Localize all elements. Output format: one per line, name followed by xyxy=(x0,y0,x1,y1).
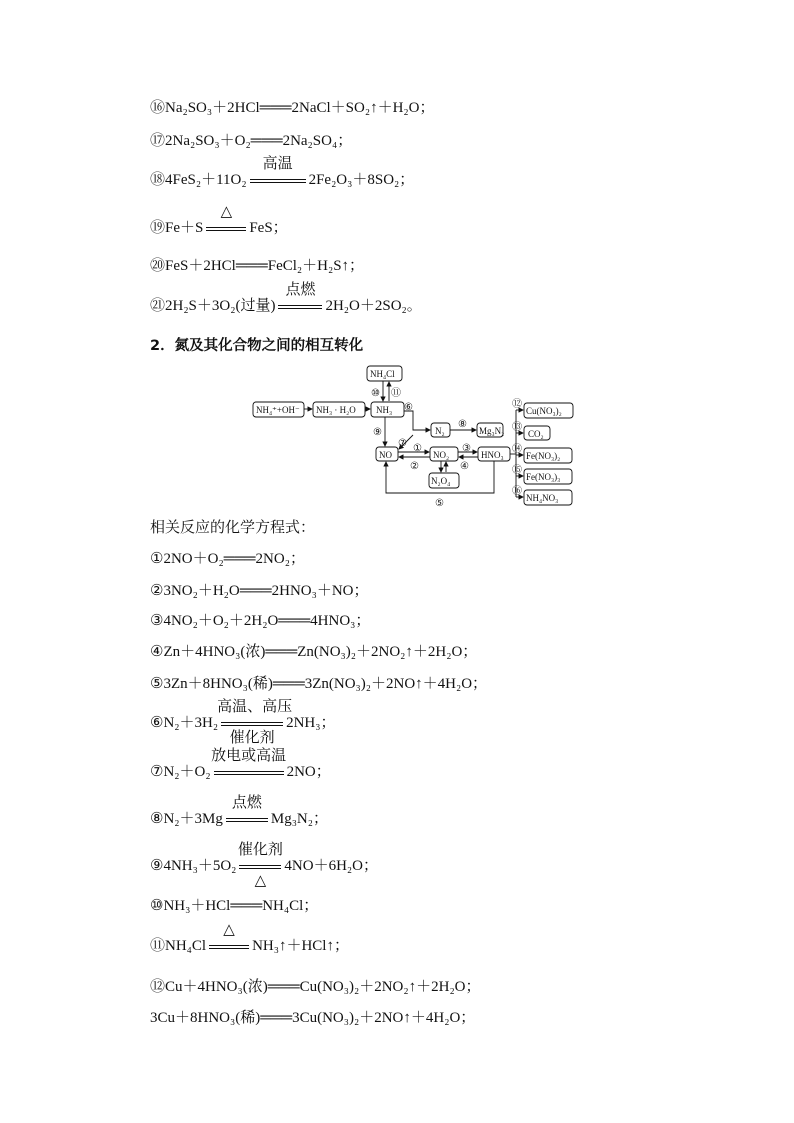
equation-21-reactants: ㉑2H₂S＋3O₂(过量) xyxy=(150,298,276,314)
equation-n10: ⑩NH₃＋HCl═══NH₄Cl； xyxy=(150,898,319,914)
condition-arrow xyxy=(206,202,246,238)
node-n2o4: N₂O₄ xyxy=(431,476,451,486)
label-16: ⑯ xyxy=(512,486,522,497)
node-nh4no3: NH₄NO₃ xyxy=(526,493,559,503)
condition-arrow xyxy=(226,793,268,829)
label-4: ④ xyxy=(460,461,469,472)
equation-n3: ③4NO₂＋O₂＋2H₂O═══4HNO₃； xyxy=(150,613,371,629)
node-nh3-h2o: NH₃ · H₂O xyxy=(316,405,356,415)
label-13: ⑬ xyxy=(512,422,522,433)
nitrogen-conversion-diagram xyxy=(250,363,590,509)
equation-19 xyxy=(150,202,288,238)
condition-top: 高温、高压 xyxy=(217,697,293,715)
equation-n5: ⑤3Zn＋8HNO₃(稀)═══3Zn(NO₃)₂＋2NO↑＋4H₂O； xyxy=(150,676,488,692)
condition-arrow xyxy=(211,746,287,782)
equation-18-products: 2Fe₂O₃＋8SO₂； xyxy=(308,172,415,188)
condition-bottom: 催化剂 xyxy=(229,728,275,746)
equation-n7-products: 2NO； xyxy=(286,764,331,780)
node-nh4-oh: NH₄⁺+OH⁻ xyxy=(256,405,300,415)
node-no2: NO₂ xyxy=(433,450,450,460)
equation-19-reactants: ⑲Fe＋S xyxy=(150,220,204,236)
node-nh3: NH₃ xyxy=(376,405,393,415)
label-7: ⑦ xyxy=(398,438,407,449)
node-nh4cl: NH₄Cl xyxy=(370,369,395,379)
condition-arrow xyxy=(278,280,322,316)
label-5: ⑤ xyxy=(435,498,444,509)
equation-n7 xyxy=(150,746,331,782)
equation-n11-reactants: ⑪NH₄Cl xyxy=(150,938,207,954)
label-2: ② xyxy=(410,461,419,472)
equation-n4: ④Zn＋4HNO₃(浓)═══Zn(NO₃)₂＋2NO₂↑＋2H₂O； xyxy=(150,644,478,660)
label-12: ⑫ xyxy=(512,399,522,410)
equation-n11 xyxy=(150,920,349,956)
condition-top: 催化剂 xyxy=(237,840,283,858)
label-3: ③ xyxy=(462,443,471,454)
condition-top: 点燃 xyxy=(285,280,316,298)
equation-n11-products: NH₃↑＋HCl↑； xyxy=(252,938,349,954)
condition-top: △ xyxy=(220,202,233,220)
condition-top: △ xyxy=(223,920,235,938)
equation-n8 xyxy=(150,793,328,829)
condition-top: 高温 xyxy=(262,154,293,172)
equations-caption: 相关反应的化学方程式： xyxy=(150,518,316,536)
equation-n9-reactants: ⑨4NH₃＋5O₂ xyxy=(150,858,237,874)
label-1: ① xyxy=(413,443,422,454)
condition-arrow xyxy=(217,697,293,746)
node-fe-no3-3: Fe(NO₃)₃ xyxy=(526,472,561,482)
equation-n1: ①2NO＋O₂═══2NO₂； xyxy=(150,551,305,567)
equation-n8-reactants: ⑧N₂＋3Mg xyxy=(150,811,223,827)
equation-n6 xyxy=(150,697,336,746)
equation-19-products: FeS； xyxy=(249,220,288,236)
equation-n12: ⑫Cu＋4HNO₃(浓)═══Cu(NO₃)₂＋2NO₂↑＋2H₂O； xyxy=(150,979,481,995)
equation-n9 xyxy=(150,840,378,889)
equation-17: ⑰2Na₂SO₃＋O₂═══2Na₂SO₄； xyxy=(150,133,353,149)
node-n2: N₂ xyxy=(435,426,445,436)
node-no: NO xyxy=(379,450,392,460)
condition-arrow xyxy=(250,154,306,190)
label-8: ⑧ xyxy=(458,419,467,430)
label-6: ⑥ xyxy=(404,402,413,413)
node-mg3n2: Mg₃N₂ xyxy=(479,426,505,436)
node-cu-no3-2: Cu(NO₃)₂ xyxy=(526,406,562,416)
equation-n6-products: 2NH₃； xyxy=(286,715,336,731)
equation-18-reactants: ⑱4FeS₂＋11O₂ xyxy=(150,172,247,188)
node-co2: CO₂ xyxy=(528,429,544,439)
condition-arrow xyxy=(209,920,249,956)
label-14: ⑭ xyxy=(512,444,522,455)
label-10: ⑩ xyxy=(371,388,380,399)
equation-18 xyxy=(150,154,415,190)
node-hno3: HNO₃ xyxy=(481,450,504,460)
equation-n9-products: 4NO＋6H₂O； xyxy=(284,858,378,874)
section-title: 2．氮及其化合物之间的相互转化 xyxy=(150,338,364,354)
equation-n6-reactants: ⑥N₂＋3H₂ xyxy=(150,715,219,731)
equation-n8-products: Mg₃N₂； xyxy=(270,811,328,827)
equation-21 xyxy=(150,280,422,316)
condition-top: 点燃 xyxy=(231,793,262,811)
equation-20: ⑳FeS＋2HCl═══FeCl₂＋H₂S↑； xyxy=(150,258,365,274)
condition-top: 放电或高温 xyxy=(211,746,287,764)
equation-16: ⑯Na₂SO₃＋2HCl═══2NaCl＋SO₂↑＋H₂O； xyxy=(150,100,435,116)
node-fe-no3-2: Fe(NO₃)₂ xyxy=(526,451,561,461)
equation-n7-reactants: ⑦N₂＋O₂ xyxy=(150,764,211,780)
label-15: ⑮ xyxy=(512,465,522,476)
label-9: ⑨ xyxy=(373,427,382,438)
equation-n12b: 3Cu＋8HNO₃(稀)═══3Cu(NO₃)₂＋2NO↑＋4H₂O； xyxy=(150,1010,476,1026)
equation-21-products: 2H₂O＋2SO₂。 xyxy=(325,298,422,314)
label-11: ⑪ xyxy=(391,388,401,399)
condition-bottom: △ xyxy=(254,871,267,889)
condition-arrow xyxy=(237,840,283,889)
equation-n2: ②3NO₂＋H₂O═══2HNO₃＋NO； xyxy=(150,583,369,599)
